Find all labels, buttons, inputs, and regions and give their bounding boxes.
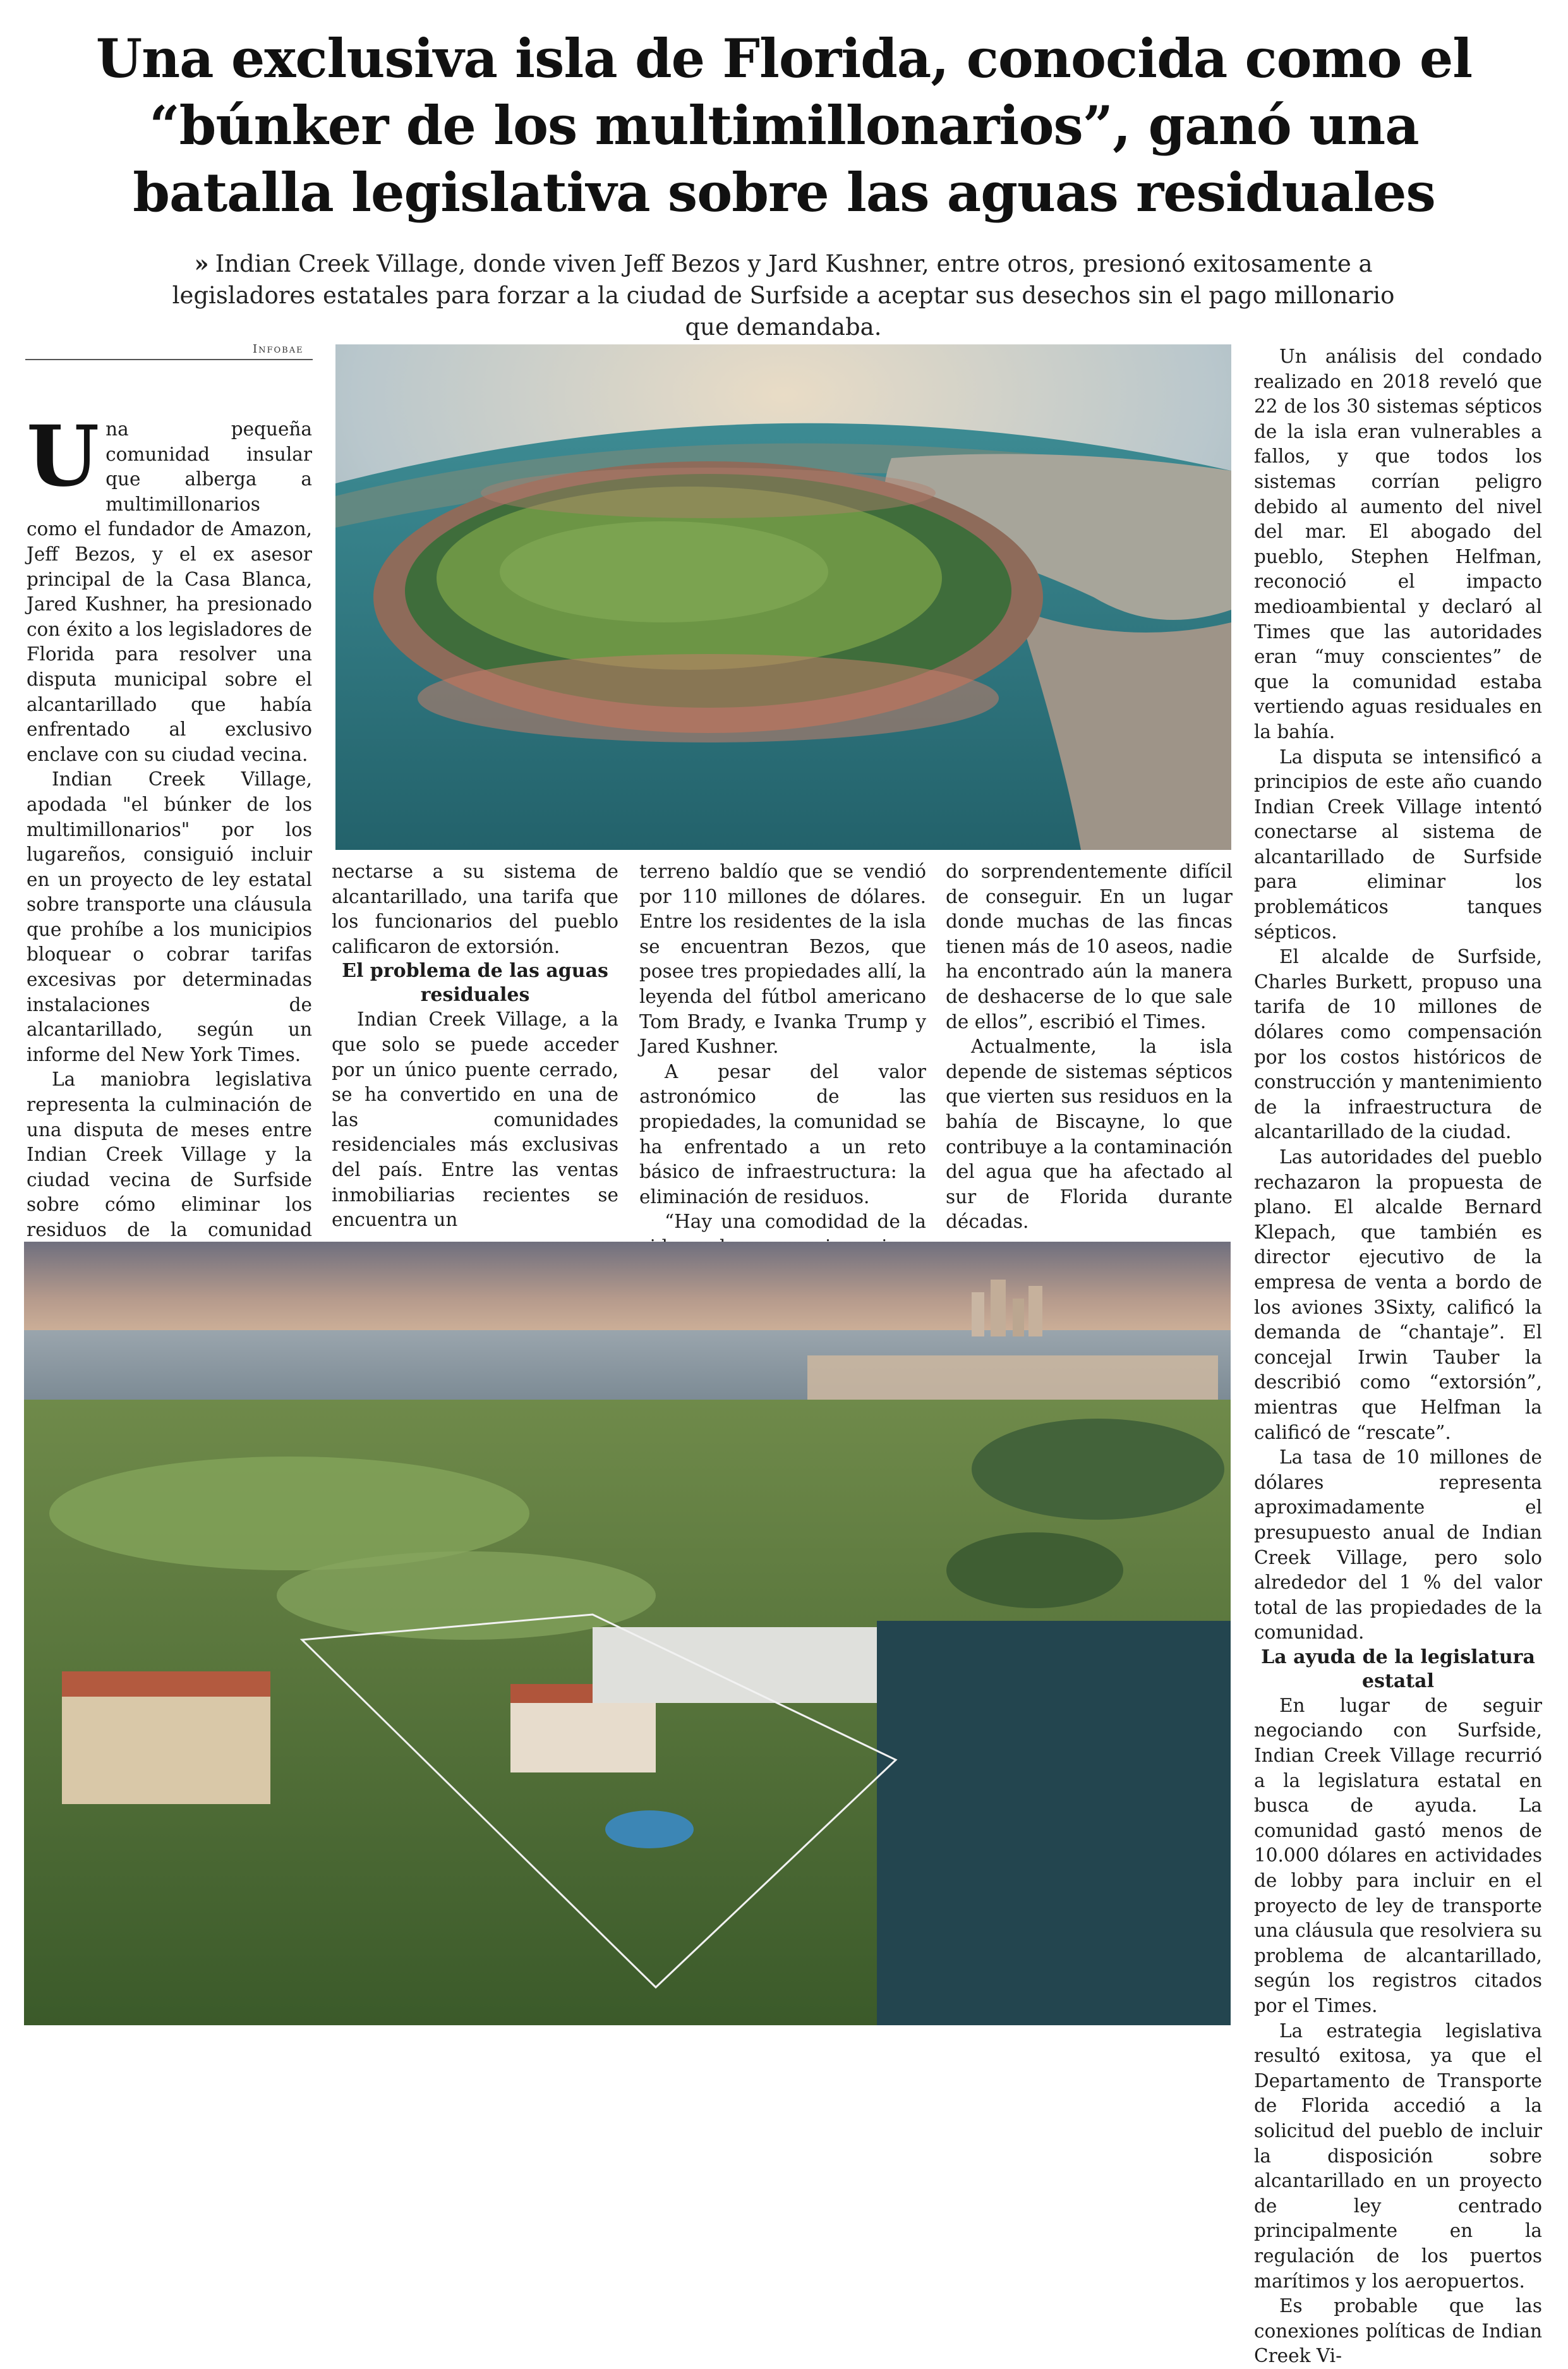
paragraph: En lugar de seguir negociando con Surfside, Indian Creek Village recurrió a la legislatura estatal en busca de ayuda. La comunidad gastó menos de 10.000 dólares en actividades de lobby para incluir en el proyecto de ley de transporte una cláusula que resolviera su problema de alcantarillado, según los registros citados por el Times. <box>1254 1694 1542 2016</box>
island-aerial-photo <box>335 344 1231 850</box>
divider <box>25 359 313 360</box>
subhead <box>164 248 1402 343</box>
paragraph: Las autoridades del pueblo rechazaron la propuesta de plano. El alcalde Bernard Klepach, que también es director ejecutivo de la empresa de venta a bordo de los aviones 3Sixty, calificó la demanda de “chantaje”. El concejal Irwin Tauber la describió como “extorsión”, mientras que Helfman la calificó de “rescate”. <box>1254 1146 1542 1443</box>
paragraph: terreno baldío que se vendió por 110 millones de dólares. Entre los residentes de la isla se encuentran Bezos, que posee tres propiedades allí, la leyenda del fútbol americano Tom Brady, e Ivanka Trump y Jared Kushner. <box>639 861 926 1058</box>
paragraph: El alcalde de Surfside, Charles Burkett, propuso una tarifa de 10 millones de dólares como compensación por los costos históricos de construcción y mantenimiento de la infraestructura de alcantarillado de la ciudad. <box>1254 946 1542 1143</box>
paragraph: A pesar del valor astronómico de las propiedades, la comunidad se ha enfrentado a un reto básico de infraestructura: la eliminación de residuos. <box>639 1060 926 1208</box>
headline: Una exclusiva isla de Florida, conocida como el “búnker de los multimillonarios”, ganó una batalla legislativa sobre las aguas residuales <box>95 27 1473 224</box>
estate-aerial-photo <box>24 1242 1231 2025</box>
subhead-marker: » <box>194 250 209 277</box>
paragraph: Actualmente, la isla depende de sistemas sépticos que vierten sus residuos en la bahía de Biscayne, lo que contribuye a la contaminación del agua que ha afectado al sur de Florida durante décadas. <box>946 1036 1233 1233</box>
paragraph: Indian Creek Village, apodada "el búnker de los multimillonarios" por los lugareños, consiguió incluir en un proyecto de ley estatal sobre transporte una cláusula que prohíbe a los municipios bloquear o cobrar tarifas excesivas por determinadas instalaciones de alcantarillado, según un informe del New York Times. <box>27 768 312 1065</box>
paragraph: La maniobra legislativa representa la culminación de una disputa de meses entre Indian Creek Village y la ciudad vecina de Surfside sobre cómo eliminar los residuos de la comunidad <box>27 1069 312 1240</box>
paragraph: Indian Creek Village, a la que solo se puede acceder por un único puente cerrado, se ha convertido en una de las comunidades residenciales más exclusivas del país. Entre las ventas inmobiliarias recientes se encuentra un <box>332 1009 618 1231</box>
section-subtitle: La ayuda de la legislatura estatal <box>1261 1645 1535 1692</box>
column-4 <box>946 859 1233 1235</box>
drop-cap: U <box>27 408 100 506</box>
section-subtitle: El problema de las aguas residuales <box>342 960 608 1007</box>
paragraph: Es probable que las conexiones políticas de Indian Creek Vi- <box>1254 2295 1542 2367</box>
paragraph: La disputa se intensificó a principios de este año cuando Indian Creek Village intentó conectarse al sistema de alcantarillado de Surfside para eliminar los problemáticos tanques sépticos. <box>1254 746 1542 943</box>
subhead-text: Indian Creek Village, donde viven Jeff Bezos y Jard Kushner, entre otros, presionó exitosamente a legisladores estatales para forzar a la ciudad de Surfside a aceptar sus desechos sin el pago millonario que demandaba. <box>172 250 1395 341</box>
column-2 <box>332 859 618 1233</box>
paragraph: nectarse a su sistema de alcantarillado, una tarifa que los funcionarios del pueblo calificaron de extorsión. <box>332 861 618 957</box>
paragraph: “Hay una comodidad de la <box>665 1211 926 1233</box>
paragraph: do sorprendentemente difícil de conseguir. En un lugar donde muchas de las fincas tienen más de 10 aseos, nadie ha encontrado aún la manera de deshacerse de lo que sale de ellos”, escribió el Times. <box>946 861 1233 1033</box>
paragraph: La estrategia legislativa resultó exitosa, ya que el Departamento de Transporte de Florida accedió a la solicitud del pueblo de incluir la disposición sobre alcantarillado en un proyecto de ley centrado principalmente en la regulación de los puertos marítimos y los aeropuertos. <box>1254 2020 1542 2292</box>
paragraph <box>27 408 312 767</box>
estate-aerial-image <box>24 1242 1231 2025</box>
paragraph: Un análisis del condado realizado en 2018 reveló que 22 de los 30 sistemas sépticos de la isla eran vulnerables a fallos, y que todos los sistemas corrían peligro debido al aumento del nivel del mar. El abogado del pueblo, Stephen Helfman, reconoció el impacto medioambiental y declaró al Times que las autoridades eran “muy conscientes” de que la comunidad estaba vertiendo aguas residuales en la bahía. <box>1254 346 1542 742</box>
column-5 <box>1254 344 1542 2369</box>
paragraph: La tasa de 10 millones de dólares representa aproximadamente el presupuesto anual de Indian Creek Village, pero solo alrededor del 1 % del valor total de las propiedades de la comunidad. <box>1254 1446 1542 1644</box>
photo-credit: Infobae <box>253 342 304 356</box>
paragraph-text: na pequeña comunidad insular que alberga a multimillonarios como el fundador de Amazon, Jeff Bezos, y el ex asesor principal de la Casa Blanca, Jared Kushner, ha presionado con éxito a los legisladores de Florida para resolver una disputa municipal sobre el alcantarillado que había enfrentado al exclusivo enclave con su ciudad vecina. <box>27 418 312 765</box>
column-3 <box>639 859 926 1260</box>
island-aerial-image <box>335 344 1231 850</box>
